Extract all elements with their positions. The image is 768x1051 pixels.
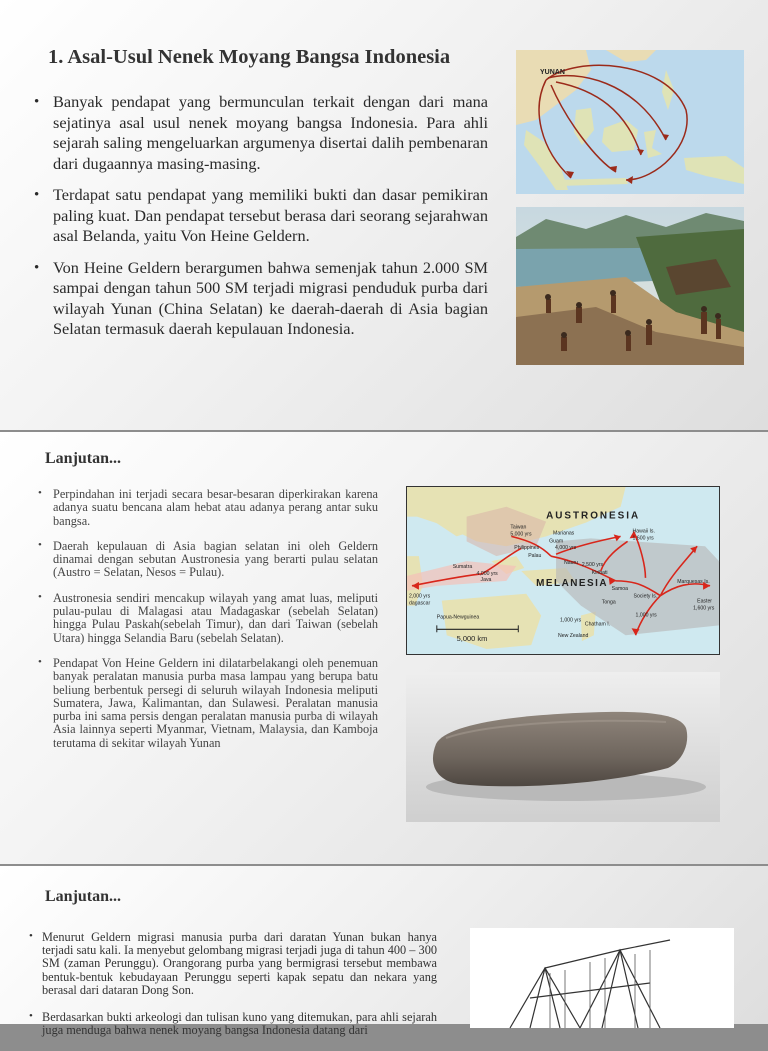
- ancient-people-illustration: [516, 207, 744, 365]
- hawaii-years: 1,600 yrs: [632, 535, 654, 542]
- bullet-item: • Von Heine Geldern berargumen bahwa semenjak tahun 2.000 SM sampai dengan tahun 500 SM terjadi migrasi penduduk purba dari wilayah Yunan (China Selatan) ke daerah-daerah di Asia bagian Selatan termasuk daerah kepulauan Indonesia.: [32, 258, 488, 340]
- bullet-item: • Banyak pendapat yang bermunculan terkait dengan dari mana sejatinya asal usul nenek moyang bangsa Indonesia. Para ahli sejarah saling mengeluarkan argumenya disertai dalih pembenaran dari dugaannya masing-masing.: [32, 92, 488, 174]
- kiribati-label: Kiribati: [591, 569, 608, 576]
- society-label: Society Is.: [633, 593, 658, 600]
- slide-2-heading: Lanjutan...: [45, 450, 122, 467]
- bullet-item: • Austronesia sendiri mencakup wilayah yang amat luas, meliputi pulau-pulau di Malagasi atau Madagaskar (sebelah Selatan) hingga Pulau Paskah(sebelah Timur), dan dari Taiwan (sebelah Utara) hingga Selandia Baru (sebelah Selatan).: [37, 592, 378, 645]
- samoa-label: Samoa: [611, 585, 629, 592]
- philippines-label: Philippines: [514, 545, 540, 552]
- madagascar-label: dagascar: [408, 600, 431, 607]
- slide-2: [0, 432, 768, 864]
- papua-label: Papua-Newguinea: [436, 614, 480, 621]
- hawaii-label: Hawaii Is.: [632, 528, 655, 535]
- slide-3-bullets: [28, 931, 437, 1051]
- slide-1-bullets: [32, 92, 488, 351]
- nauru-label: Nauru: [563, 560, 579, 567]
- map-title: AUSTRONESIA: [546, 510, 641, 522]
- slide-1-title: 1. Asal-Usul Nenek Moyang Bangsa Indonesia: [48, 46, 451, 68]
- easter-label: Easter: [697, 598, 713, 605]
- bullet-item: • Daerah kepulauan di Asia bagian selatan ini oleh Geldern dinamai dengan sebutan Austronesia yang berarti pulau selatan (Austro = Selatan, Nesos = Pulau).: [37, 540, 378, 580]
- sumatra-years: 4,000 yrs: [476, 570, 498, 577]
- chatham-label: Chatham I.: [584, 621, 611, 628]
- bullet-item: • Berdasarkan bukti arkeologi dan tulisan kuno yang ditemukan, para ahli sejarah juga menduga bahwa nenek moyang bangsa Indonesia datang dari: [28, 1011, 437, 1037]
- guam-label: Guam: [549, 538, 564, 545]
- tonga-label: Tonga: [601, 599, 616, 606]
- slide-3: [0, 866, 768, 1038]
- taiwan-years: 5,000 yrs: [510, 531, 532, 538]
- society-years: 1,000 yrs: [635, 612, 657, 619]
- yunan-label: YUNAN: [540, 69, 565, 76]
- stone-adze-photo: [406, 672, 720, 822]
- nauru-years: 2,500 yrs: [581, 562, 604, 569]
- slide-3-heading: Lanjutan...: [45, 888, 122, 905]
- easter-years: 1,600 yrs: [693, 605, 715, 612]
- bullet-item: • Perpindahan ini terjadi secara besar-besaran diperkirakan karena adanya suatu bencana alam hebat atau adanya perang antar suku bangsa.: [37, 488, 378, 528]
- slide-2-bullets: [37, 488, 378, 762]
- java-label: Java: [480, 576, 492, 583]
- madagascar-years: 2,000 yrs: [408, 593, 431, 600]
- melanesia-label: MELANESIA: [536, 577, 608, 589]
- guam-years: 4,000 yrs: [555, 545, 577, 552]
- bullet-item: • Menurut Geldern migrasi manusia purba dari daratan Yunan bukan hanya terjadi satu kali. Ia menyebut gelombang migrasi terjadi juga di tahun 400 – 300 SM (zaman Perunggu). Orangorang purba yang bermigrasi tersebut membawa bentuk-bentuk kebudayaan Perunggu seperti kapak sepatu dan nekara yang berasal dari dataran Dong Son.: [28, 931, 437, 997]
- bullet-item: • Terdapat satu pendapat yang memiliki bukti dan dasar pemikiran paling kuat. Dan pendapat tersebut berasa dari seorang sejarahwan asal Belanda, yaitu Von Heine Geldern.: [32, 185, 488, 247]
- bullet-item: • Pendapat Von Heine Geldern ini dilatarbelakangi oleh penemuan banyak peralatan manusia purba masa lampau yang berupa batu beliung berbentuk persegi di seluruh wilayah Indonesia meliputi Sumatera, Jawa, Kalimantan, dan Sulawesi. Peralatan manusia purba ini sama persis dengan peralatan manusia purba di wilayah Asia lainnya seperti Myanmar, Vietnam, Malaysia, dan Kamboja terutama di sekitar wilayah Yunan: [37, 657, 378, 750]
- outrigger-boat-drawing: [470, 928, 734, 1028]
- migration-map-image: [516, 50, 744, 194]
- new-zealand-years: 1,000 yrs: [560, 617, 582, 624]
- marianas-label: Marianas: [553, 530, 575, 537]
- slide-1: [0, 0, 768, 430]
- marquesas-label: Marquesas Is.: [677, 578, 710, 585]
- austronesia-map-image: [406, 486, 720, 655]
- palau-label: Palau: [528, 553, 542, 560]
- taiwan-label: Taiwan: [510, 524, 527, 531]
- scale-label: 5,000 km: [456, 634, 488, 644]
- sumatra-label: Sumatra: [452, 564, 473, 571]
- new-zealand-label: New Zealand: [558, 633, 589, 640]
